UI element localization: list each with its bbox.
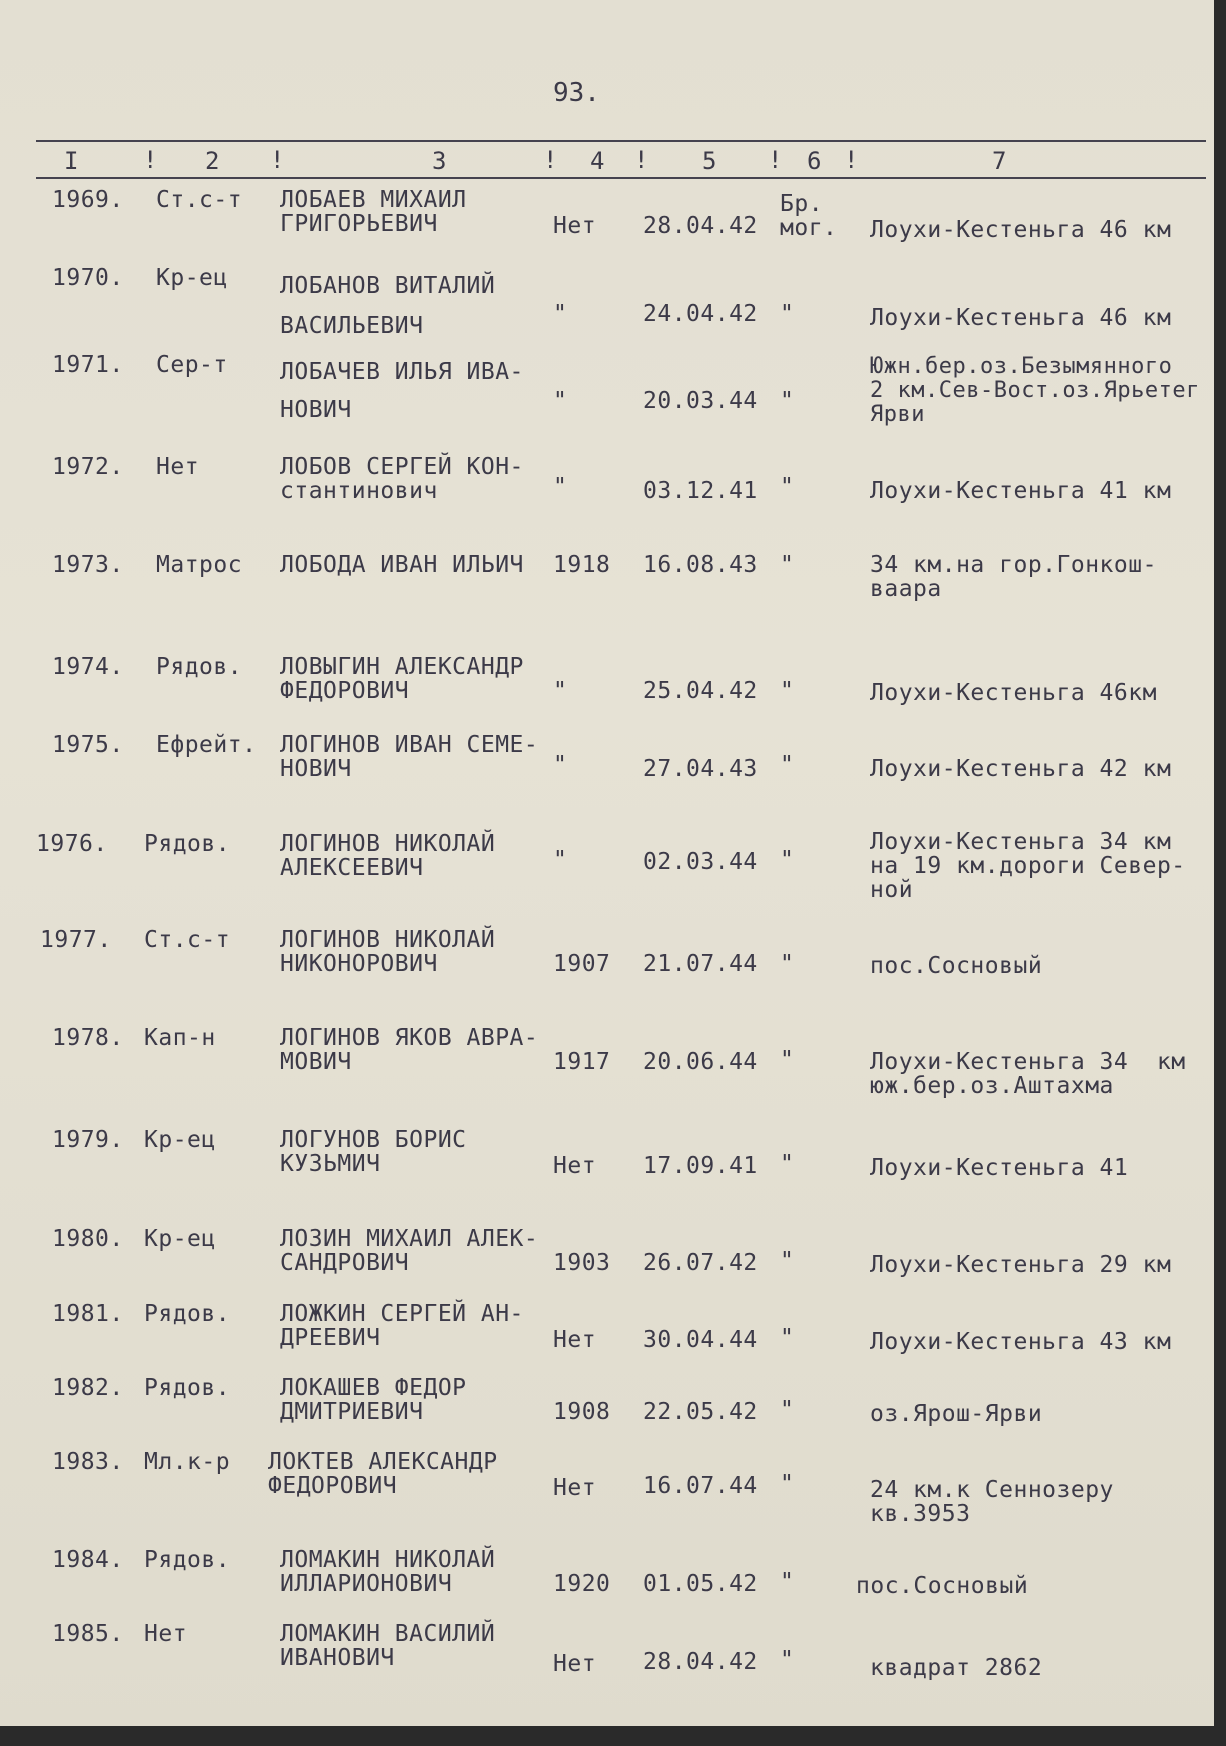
grave-type: " [780,552,795,578]
military-rank: Мл.к-р [144,1449,231,1475]
military-rank: Ст.с-т [144,927,231,953]
military-rank: Ефрейт. [156,732,257,758]
full-name: ЛОБАЧЕВ ИЛЬЯ ИВА- НОВИЧ [280,359,524,423]
grave-type: " [780,1248,795,1274]
record-number: 1971. [52,352,124,378]
birth-year: 1907 [553,951,611,977]
burial-place: Лоухи-Кестеньга 46 км [870,217,1172,243]
header-col-1: I [64,147,79,175]
burial-place: Лоухи-Кестеньга 46км [870,680,1157,706]
table-row [0,1376,1226,1456]
birth-year: 1903 [553,1250,611,1276]
table-row [0,455,1226,535]
header-separator: ! [844,146,859,174]
death-date: 28.04.42 [643,213,758,239]
death-date: 28.04.42 [643,1649,758,1675]
header-col-4: 4 [590,147,605,175]
death-date: 20.06.44 [643,1049,758,1075]
death-date: 16.07.44 [643,1473,758,1499]
burial-place: Лоухи-Кестеньга 34 км на 19 км.дороги Север- ной [870,829,1186,903]
death-date: 20.03.44 [643,388,758,414]
record-number: 1980. [52,1226,124,1252]
birth-year: 1908 [553,1399,611,1425]
grave-type: " [780,1569,795,1595]
table-row [0,266,1226,346]
header-separator: ! [270,146,285,174]
full-name: ЛОБОВ СЕРГЕЙ КОН- стантинович [280,454,524,504]
record-number: 1973. [52,552,124,578]
grave-type: " [780,752,795,778]
military-rank: Ст.с-т [156,187,243,213]
table-row [0,1227,1226,1307]
death-date: 25.04.42 [643,678,758,704]
full-name: ЛОМАКИН НИКОЛАЙ ИЛЛАРИОНОВИЧ [280,1547,496,1597]
grave-type: Бр. мог. [780,191,838,241]
table-row [0,353,1226,433]
table-row [0,1302,1226,1382]
full-name: ЛОГИНОВ НИКОЛАЙ АЛЕКСЕЕВИЧ [280,831,496,881]
birth-year: " [553,847,568,873]
birth-year: 1918 [553,552,611,578]
military-rank: Кр-ец [144,1127,216,1153]
header-col-7: 7 [992,147,1007,175]
burial-place: пос.Сосновый [870,953,1043,979]
table-row [0,829,1226,912]
death-date: 21.07.44 [643,951,758,977]
burial-place: пос.Сосновый [856,1573,1029,1599]
grave-type: " [780,678,795,704]
birth-year: " [553,474,568,500]
record-number: 1983. [52,1449,124,1475]
grave-type: " [780,847,795,873]
grave-type: " [780,951,795,977]
death-date: 24.04.42 [643,301,758,327]
military-rank: Рядов. [144,831,231,857]
burial-place: Южн.бер.оз.Безымянного 2 км.Сев-Вост.оз.Ярьетег Ярви [870,354,1200,427]
burial-place: Лоухи-Кестеньга 46 км [870,305,1172,331]
record-number: 1975. [52,732,124,758]
burial-place: Лоухи-Кестеньга 43 км [870,1329,1172,1355]
military-rank: Нет [156,454,200,480]
birth-year: " [553,388,568,414]
burial-place: 24 км.к Сеннозеру кв.3953 [870,1477,1114,1527]
full-name: ЛОЗИН МИХАИЛ АЛЕК- САНДРОВИЧ [280,1226,539,1276]
header-separator: ! [143,146,158,174]
record-number: 1976. [36,831,108,857]
military-rank: Сер-т [156,352,228,378]
death-date: 03.12.41 [643,478,758,504]
grave-type: " [780,1471,795,1497]
birth-year: Нет [553,1651,597,1677]
full-name: ЛОКТЕВ АЛЕКСАНДР ФЕДОРОВИЧ [268,1449,498,1499]
header-col-3: 3 [432,147,447,175]
full-name: ЛОКАШЕВ ФЕДОР ДМИТРИЕВИЧ [280,1375,467,1425]
scan-edge-bottom [0,1726,1226,1746]
full-name: ЛОГИНОВ ИВАН СЕМЕ- НОВИЧ [280,732,539,782]
birth-year: " [553,678,568,704]
grave-type: " [780,301,795,327]
full-name: ЛОБАЕВ МИХАИЛ ГРИГОРЬЕВИЧ [280,187,467,237]
military-rank: Кр-ец [144,1226,216,1252]
table-row [0,928,1226,1008]
military-rank: Нет [144,1621,188,1647]
record-number: 1969. [52,187,124,213]
header-separator: ! [634,146,649,174]
header-top-rule [36,140,1206,142]
full-name: ЛОГУНОВ БОРИС КУЗЬМИЧ [280,1127,467,1177]
birth-year: 1920 [553,1571,611,1597]
death-date: 30.04.44 [643,1327,758,1353]
death-date: 02.03.44 [643,849,758,875]
table-row [0,553,1226,633]
burial-place: Лоухи-Кестеньга 41 км [870,478,1172,504]
header-separator: ! [543,146,558,174]
birth-year: Нет [553,1153,597,1179]
record-number: 1979. [52,1127,124,1153]
table-row [0,188,1226,268]
record-number: 1978. [52,1025,124,1051]
grave-type: " [780,474,795,500]
record-number: 1985. [52,1621,124,1647]
record-number: 1970. [52,265,124,291]
birth-year: 1917 [553,1049,611,1075]
grave-type: " [780,1047,795,1073]
burial-place: Лоухи-Кестеньга 34 км юж.бер.оз.Аштахма [870,1049,1186,1099]
birth-year: Нет [553,213,597,239]
grave-type: " [780,1397,795,1423]
burial-place: Лоухи-Кестеньга 41 [870,1155,1129,1181]
death-date: 27.04.43 [643,756,758,782]
record-number: 1981. [52,1301,124,1327]
death-date: 16.08.43 [643,552,758,578]
record-number: 1972. [52,454,124,480]
birth-year: " [553,301,568,327]
grave-type: " [780,1151,795,1177]
table-row [0,1548,1226,1628]
grave-type: " [780,1647,795,1673]
death-date: 17.09.41 [643,1153,758,1179]
birth-year: " [553,752,568,778]
record-number: 1984. [52,1547,124,1573]
military-rank: Кап-н [144,1025,216,1051]
table-row [0,1026,1226,1106]
military-rank: Кр-ец [156,265,228,291]
grave-type: " [780,1325,795,1351]
death-date: 22.05.42 [643,1399,758,1425]
military-rank: Рядов. [144,1301,231,1327]
burial-place: квадрат 2862 [870,1655,1043,1681]
birth-year: Нет [553,1327,597,1353]
header-col-5: 5 [702,147,717,175]
full-name: ЛОМАКИН ВАСИЛИЙ ИВАНОВИЧ [280,1621,496,1671]
burial-place: оз.Ярош-Ярви [870,1401,1043,1427]
page-number: 93. [553,78,600,108]
death-date: 26.07.42 [643,1250,758,1276]
death-date: 01.05.42 [643,1571,758,1597]
record-number: 1982. [52,1375,124,1401]
table-row [0,1450,1226,1530]
full-name: ЛОГИНОВ НИКОЛАЙ НИКОНОРОВИЧ [280,927,496,977]
burial-place: 34 км.на гор.Гонкош- ваара [870,552,1157,602]
military-rank: Рядов. [144,1375,231,1401]
grave-type: " [780,388,795,414]
record-number: 1974. [52,654,124,680]
full-name: ЛОВЫГИН АЛЕКСАНДР ФЕДОРОВИЧ [280,654,524,704]
table-row [0,1622,1226,1702]
table-row [0,733,1226,813]
military-rank: Рядов. [144,1547,231,1573]
full-name: ЛОБОДА ИВАН ИЛЬИЧ [280,552,524,578]
header-separator: ! [768,146,783,174]
military-rank: Рядов. [156,654,243,680]
military-rank: Матрос [156,552,243,578]
header-col-6: 6 [807,147,822,175]
header-col-2: 2 [205,147,220,175]
birth-year: Нет [553,1475,597,1501]
full-name: ЛОГИНОВ ЯКОВ АВРА- МОВИЧ [280,1025,539,1075]
full-name: ЛОЖКИН СЕРГЕЙ АН- ДРЕЕВИЧ [280,1301,524,1351]
record-number: 1977. [40,927,112,953]
burial-place: Лоухи-Кестеньга 29 км [870,1252,1172,1278]
table-row [0,655,1226,735]
burial-place: Лоухи-Кестеньга 42 км [870,756,1172,782]
header-bottom-rule [36,177,1206,179]
full-name: ЛОБАНОВ ВИТАЛИЙ ВАСИЛЬЕВИЧ [280,273,496,339]
table-row [0,1128,1226,1208]
